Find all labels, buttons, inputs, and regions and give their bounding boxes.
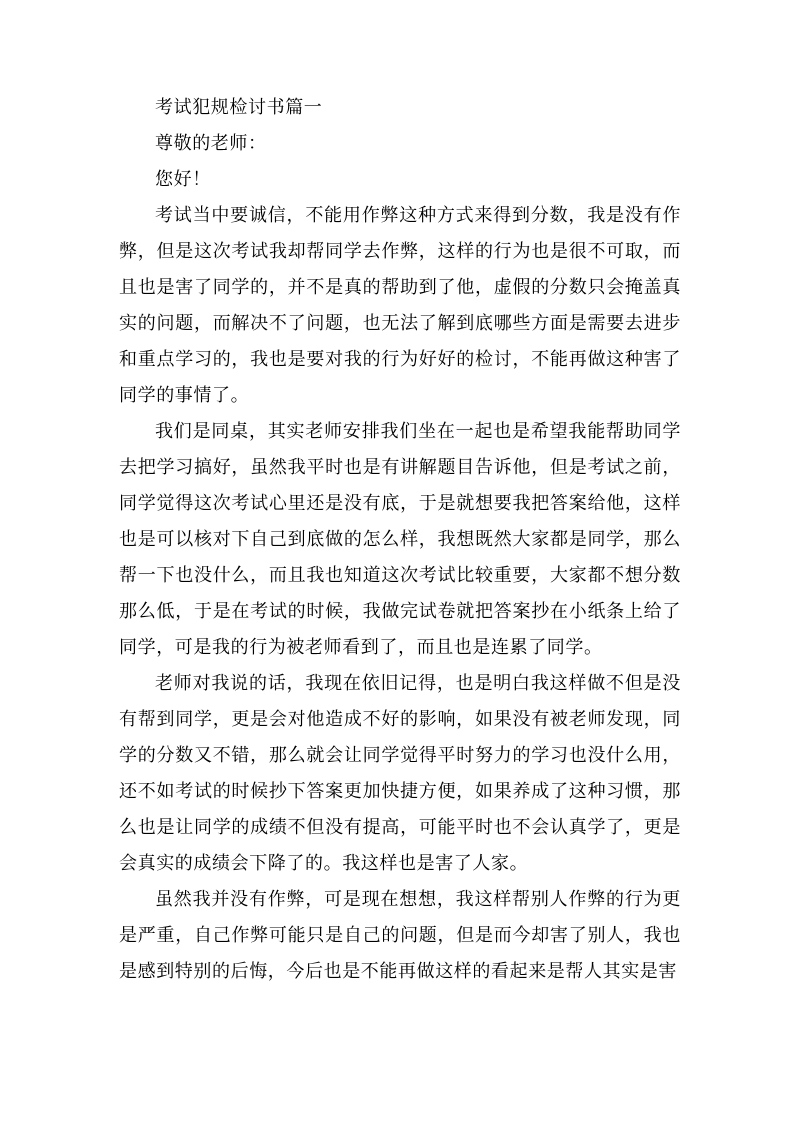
document-body (119, 90, 681, 990)
greeting: 您好！ (155, 169, 211, 190)
document-title: 考试犯规检讨书篇一 (155, 97, 323, 118)
paragraph-2: 我们是同桌，其实老师安排我们坐在一起也是希望我能帮助同学去把学习搞好，虽然我平时也是有讲解题目告诉他，但是考试之前，同学觉得这次考试心里还是没有底，于是就想要我把答案给他，这样也是可以核对下自己到底做的怎么样，我想既然大家都是同学，那么帮一下也没什么，而且我也知道这次考试比较重要，大家都不想分数那么低，于是在考试的时候，我做完试卷就把答案抄在小纸条上给了同学，可是我的行为被老师看到了，而且也是连累了同学。 (119, 421, 681, 658)
salutation: 尊敬的老师： (155, 133, 267, 154)
paragraph-3: 老师对我说的话，我现在依旧记得，也是明白我这样做不但是没有帮到同学，更是会对他造成不好的影响，如果没有被老师发现，同学的分数又不错，那么就会让同学觉得平时努力的学习也没什么用，还不如考试的时候抄下答案更加快捷方便，如果养成了这种习惯，那么也是让同学的成绩不但没有提高，可能平时也不会认真学了，更是会真实的成绩会下降了的。我这样也是害了人家。 (119, 673, 681, 874)
paragraph-4: 虽然我并没有作弊，可是现在想想，我这样帮别人作弊的行为更是严重，自己作弊可能只是自己的问题，但是而今却害了别人，我也是感到特别的后悔，今后也是不能再做这样的看起来是帮人其实是害 (119, 889, 681, 982)
paragraph-1: 考试当中要诚信，不能用作弊这种方式来得到分数，我是没有作弊，但是这次考试我却帮同学去作弊，这样的行为也是很不可取，而且也是害了同学的，并不是真的帮助到了他，虚假的分数只会掩盖真实的问题，而解决不了问题，也无法了解到底哪些方面是需要去进步和重点学习的，我也是要对我的行为好好的检讨，不能再做这种害了同学的事情了。 (119, 205, 681, 406)
